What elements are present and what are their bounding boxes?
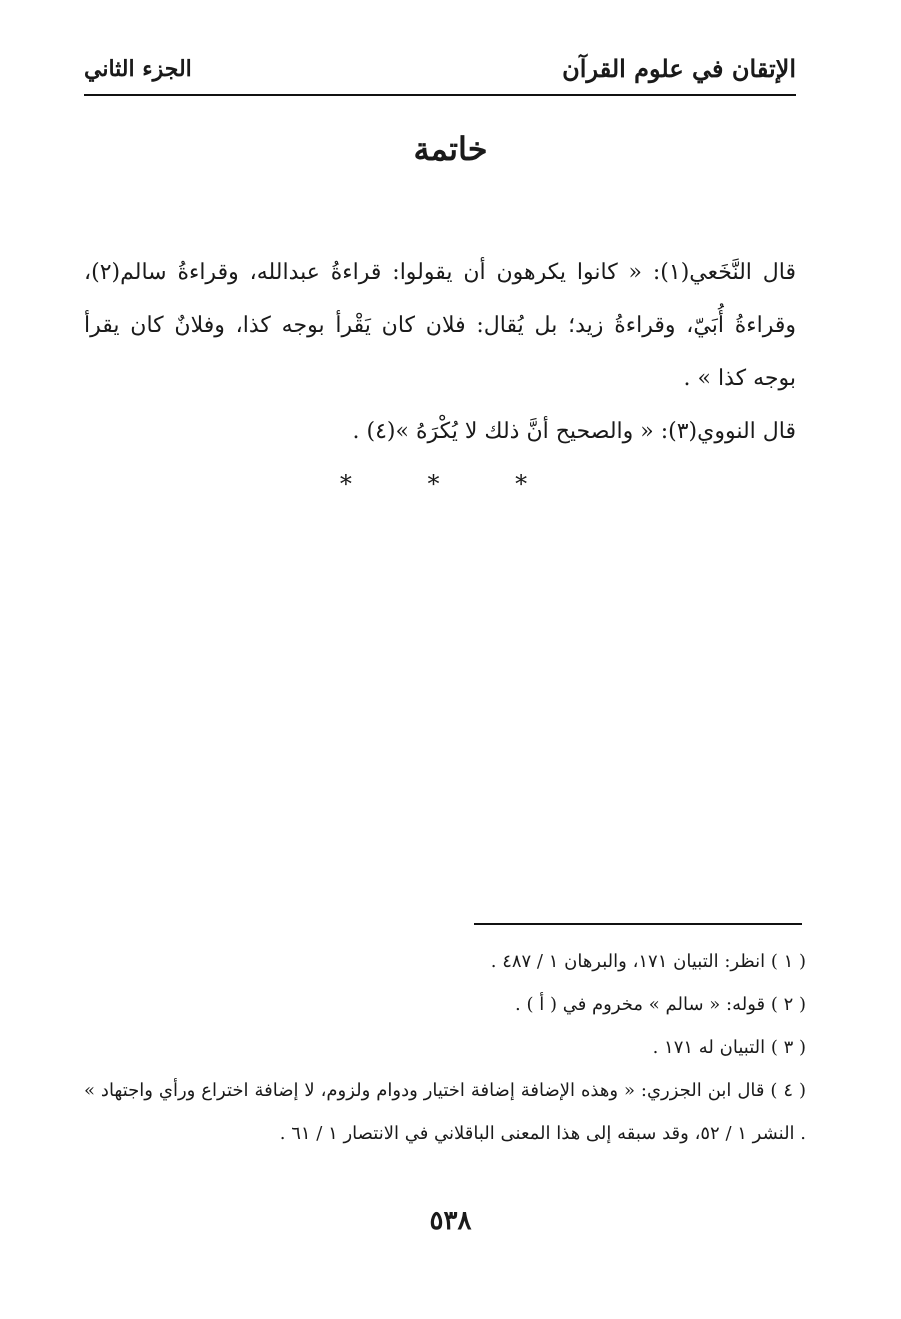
footnote: ( ٤ ) قال ابن الجزري: « وهذه الإضافة إضافة اختيار ودوام ولزوم، لا إضافة اختراع ورأي واجتهاد » . النشر ١ / ٥٢، وقد سبقه إلى هذا المعنى الباقلاني في الانتصار ١ / ٦١ .: [84, 1080, 806, 1144]
footnote-divider: [474, 923, 802, 925]
body-paragraph: قال النووي(٣): « والصحيح أنَّ ذلك لا يُكْرَهُ »(٤) .: [352, 419, 796, 444]
book-title: الإتقان في علوم القرآن: [562, 54, 796, 83]
footnote: ( ١ ) انظر: التبيان ١٧١، والبرهان ١ / ٤٨٧ .: [490, 951, 806, 972]
footnotes: [84, 940, 806, 1155]
footnote: ( ٢ ) قوله: « سالم » مخروم في ( أ ) .: [515, 994, 806, 1015]
page-number: ٥٣٨: [429, 1206, 472, 1236]
section-separator: * * *: [339, 470, 562, 498]
body-text: [84, 246, 796, 458]
running-header: [84, 50, 796, 96]
body-paragraph: قال النَّخَعي(١): « كانوا يكرهون أن يقولوا: قراءةُ عبدالله، وقراءةُ سالم(٢)، وقراءةُ أُبَيّ، وقراءةُ زيد؛ بل يُقال: فلان كان يَقْرأ بوجه كذا، وفلانٌ كان يقرأ بوجه كذا » .: [84, 260, 796, 391]
volume-label: الجزء الثاني: [84, 56, 192, 82]
chapter-title: خاتمة: [413, 130, 488, 168]
footnote: ( ٣ ) التبيان له ١٧١ .: [652, 1037, 806, 1058]
